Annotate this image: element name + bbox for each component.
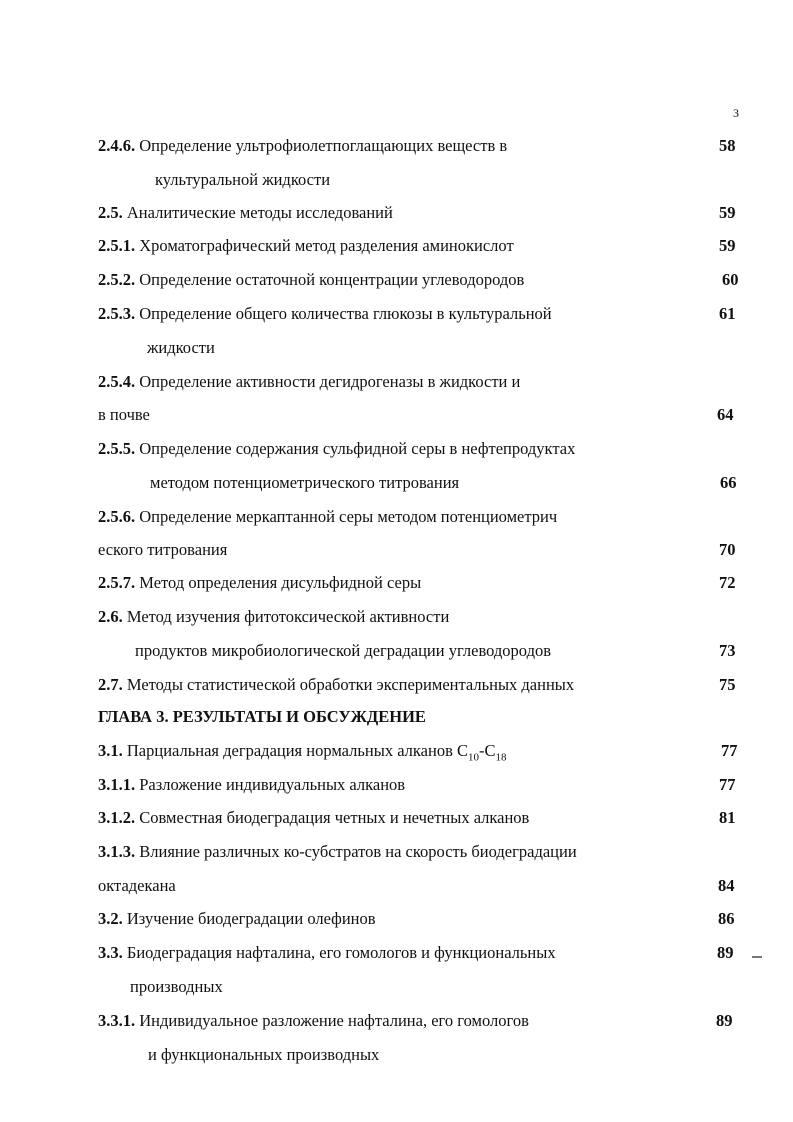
toc-entry-number: 2.5.6.	[98, 507, 136, 526]
toc-entry-number: 3.1.	[98, 741, 123, 760]
toc-entry	[0, 134, 793, 158]
toc-entry	[0, 268, 793, 292]
toc-entry-page: 70	[719, 540, 736, 559]
toc-entry-title: Парциальная деградация нормальных алканов $С_{10}-С_{18}$	[126, 741, 507, 764]
toc-entry-number: 2.5.7.	[98, 573, 136, 592]
toc-entry	[0, 1009, 793, 1033]
toc-entry-number: 2.5.1.	[98, 236, 136, 255]
toc-entry-number: 2.6.	[98, 607, 123, 626]
toc-entry-continuation: в почве 64	[0, 403, 793, 427]
toc-entry-number: 2.7.	[98, 675, 123, 694]
toc-entry-continuation: жидкости	[147, 338, 215, 357]
toc-entry-page: 75	[719, 675, 736, 694]
toc-entry-title: Определение ультрофиолетпоглащающих веществ в	[139, 136, 508, 155]
toc-entry-title: Индивидуальное разложение нафталина, его гомологов	[139, 1011, 529, 1030]
toc-entry-page: 81	[719, 808, 736, 827]
toc-entry-page: 66	[720, 473, 737, 492]
toc-entry-title: Определение меркаптанной серы методом потенциометрич	[139, 507, 558, 526]
toc-entry	[0, 773, 793, 797]
toc-entry	[0, 739, 793, 763]
toc-entry-title: Метод изучения фитотоксической активности	[126, 607, 450, 626]
toc-entry-title: Метод определения дисульфидной серы	[139, 573, 422, 592]
toc-entry-number: 3.2.	[98, 909, 123, 928]
toc-entry-title: Изучение биодеградации олефинов	[126, 909, 376, 928]
toc-entry	[0, 234, 793, 258]
toc-entry-page: 89	[716, 1011, 733, 1030]
page-number: 3	[733, 106, 739, 120]
toc-entry	[0, 571, 793, 595]
toc-entry	[0, 907, 793, 931]
toc-entry	[0, 605, 793, 629]
toc-entry-page: 60	[722, 270, 739, 289]
toc-entry-number: 2.5.2.	[98, 270, 136, 289]
toc-entry-page: 89	[717, 943, 734, 962]
toc-entry-number: 2.5.3.	[98, 304, 136, 323]
toc-entry-page: 73	[719, 641, 736, 660]
toc-entry	[0, 806, 793, 830]
toc-entry	[0, 302, 793, 326]
toc-entry	[0, 505, 793, 529]
toc-entry-page: 77	[721, 741, 738, 760]
toc-entry	[0, 370, 793, 394]
toc-entry-continuation: культуральной жидкости	[155, 170, 331, 189]
toc-entry-title: Аналитические методы исследований	[126, 203, 393, 222]
toc-entry-page: 58	[719, 136, 736, 155]
toc-entry-continuation: методом потенциометрического титрования 66	[0, 471, 793, 495]
toc-entry-number: 3.1.1.	[98, 775, 136, 794]
toc-entry-title: Биодеградация нафталина, его гомологов и функциональных	[126, 943, 556, 962]
toc-entry-page: 59	[719, 203, 736, 222]
toc-entry-page: 77	[719, 775, 736, 794]
toc-entry-title: Определение остаточной концентрации углеводородов	[139, 270, 525, 289]
toc-entry-continuation: октадекана 84	[0, 874, 793, 898]
toc-entry-title: Определение содержания сульфидной серы в нефтепродуктах	[139, 439, 576, 458]
toc-entry-title: Разложение индивидуальных алканов	[139, 775, 406, 794]
toc-entry	[0, 201, 793, 225]
toc-entry	[0, 437, 793, 461]
toc-entry-page: 64	[717, 405, 734, 424]
toc-entry-page: 61	[719, 304, 736, 323]
toc-entry	[0, 941, 793, 965]
toc-entry-number: 2.5.4.	[98, 372, 136, 391]
toc-entry-title: Определение активности дегидрогеназы в жидкости и	[139, 372, 521, 391]
toc-entry-number: 2.4.6.	[98, 136, 136, 155]
toc-entry-continuation: продуктов микробиологической деградации углеводородов 73	[0, 639, 793, 663]
toc-entry-continuation: производных	[130, 977, 223, 996]
toc-entry-number: 2.5.5.	[98, 439, 136, 458]
toc-entry-page: 72	[719, 573, 736, 592]
toc-entry	[0, 673, 793, 697]
toc-entry-title: Хроматографический метод разделения аминокислот	[139, 236, 514, 255]
chapter-heading: ГЛАВА 3. РЕЗУЛЬТАТЫ И ОБСУЖДЕНИЕ	[98, 707, 426, 726]
toc-entry-title: Методы статистической обработки экспериментальных данных	[126, 675, 575, 694]
toc-entry-number: 3.1.3.	[98, 842, 136, 861]
toc-entry-title: Влияние различных ко-субстратов на скорость биодеградации	[139, 842, 577, 861]
toc-entry-number: 2.5.	[98, 203, 123, 222]
toc-entry-continuation: и функциональных производных	[148, 1045, 380, 1064]
toc-entry	[0, 840, 793, 864]
toc-entry-page: 86	[718, 909, 735, 928]
toc-entry-page: 84	[718, 876, 735, 895]
toc-entry-title: Совместная биодеградация четных и нечетных алканов	[139, 808, 530, 827]
toc-entry-number: 3.3.	[98, 943, 123, 962]
toc-entry-continuation: еского титрования 70	[0, 538, 793, 562]
scan-margin-mark	[752, 956, 762, 958]
toc-entry-page: 59	[719, 236, 736, 255]
toc-entry-title: Определение общего количества глюкозы в культуральной	[139, 304, 552, 323]
toc-entry-number: 3.1.2.	[98, 808, 136, 827]
toc-entry-number: 3.3.1.	[98, 1011, 136, 1030]
